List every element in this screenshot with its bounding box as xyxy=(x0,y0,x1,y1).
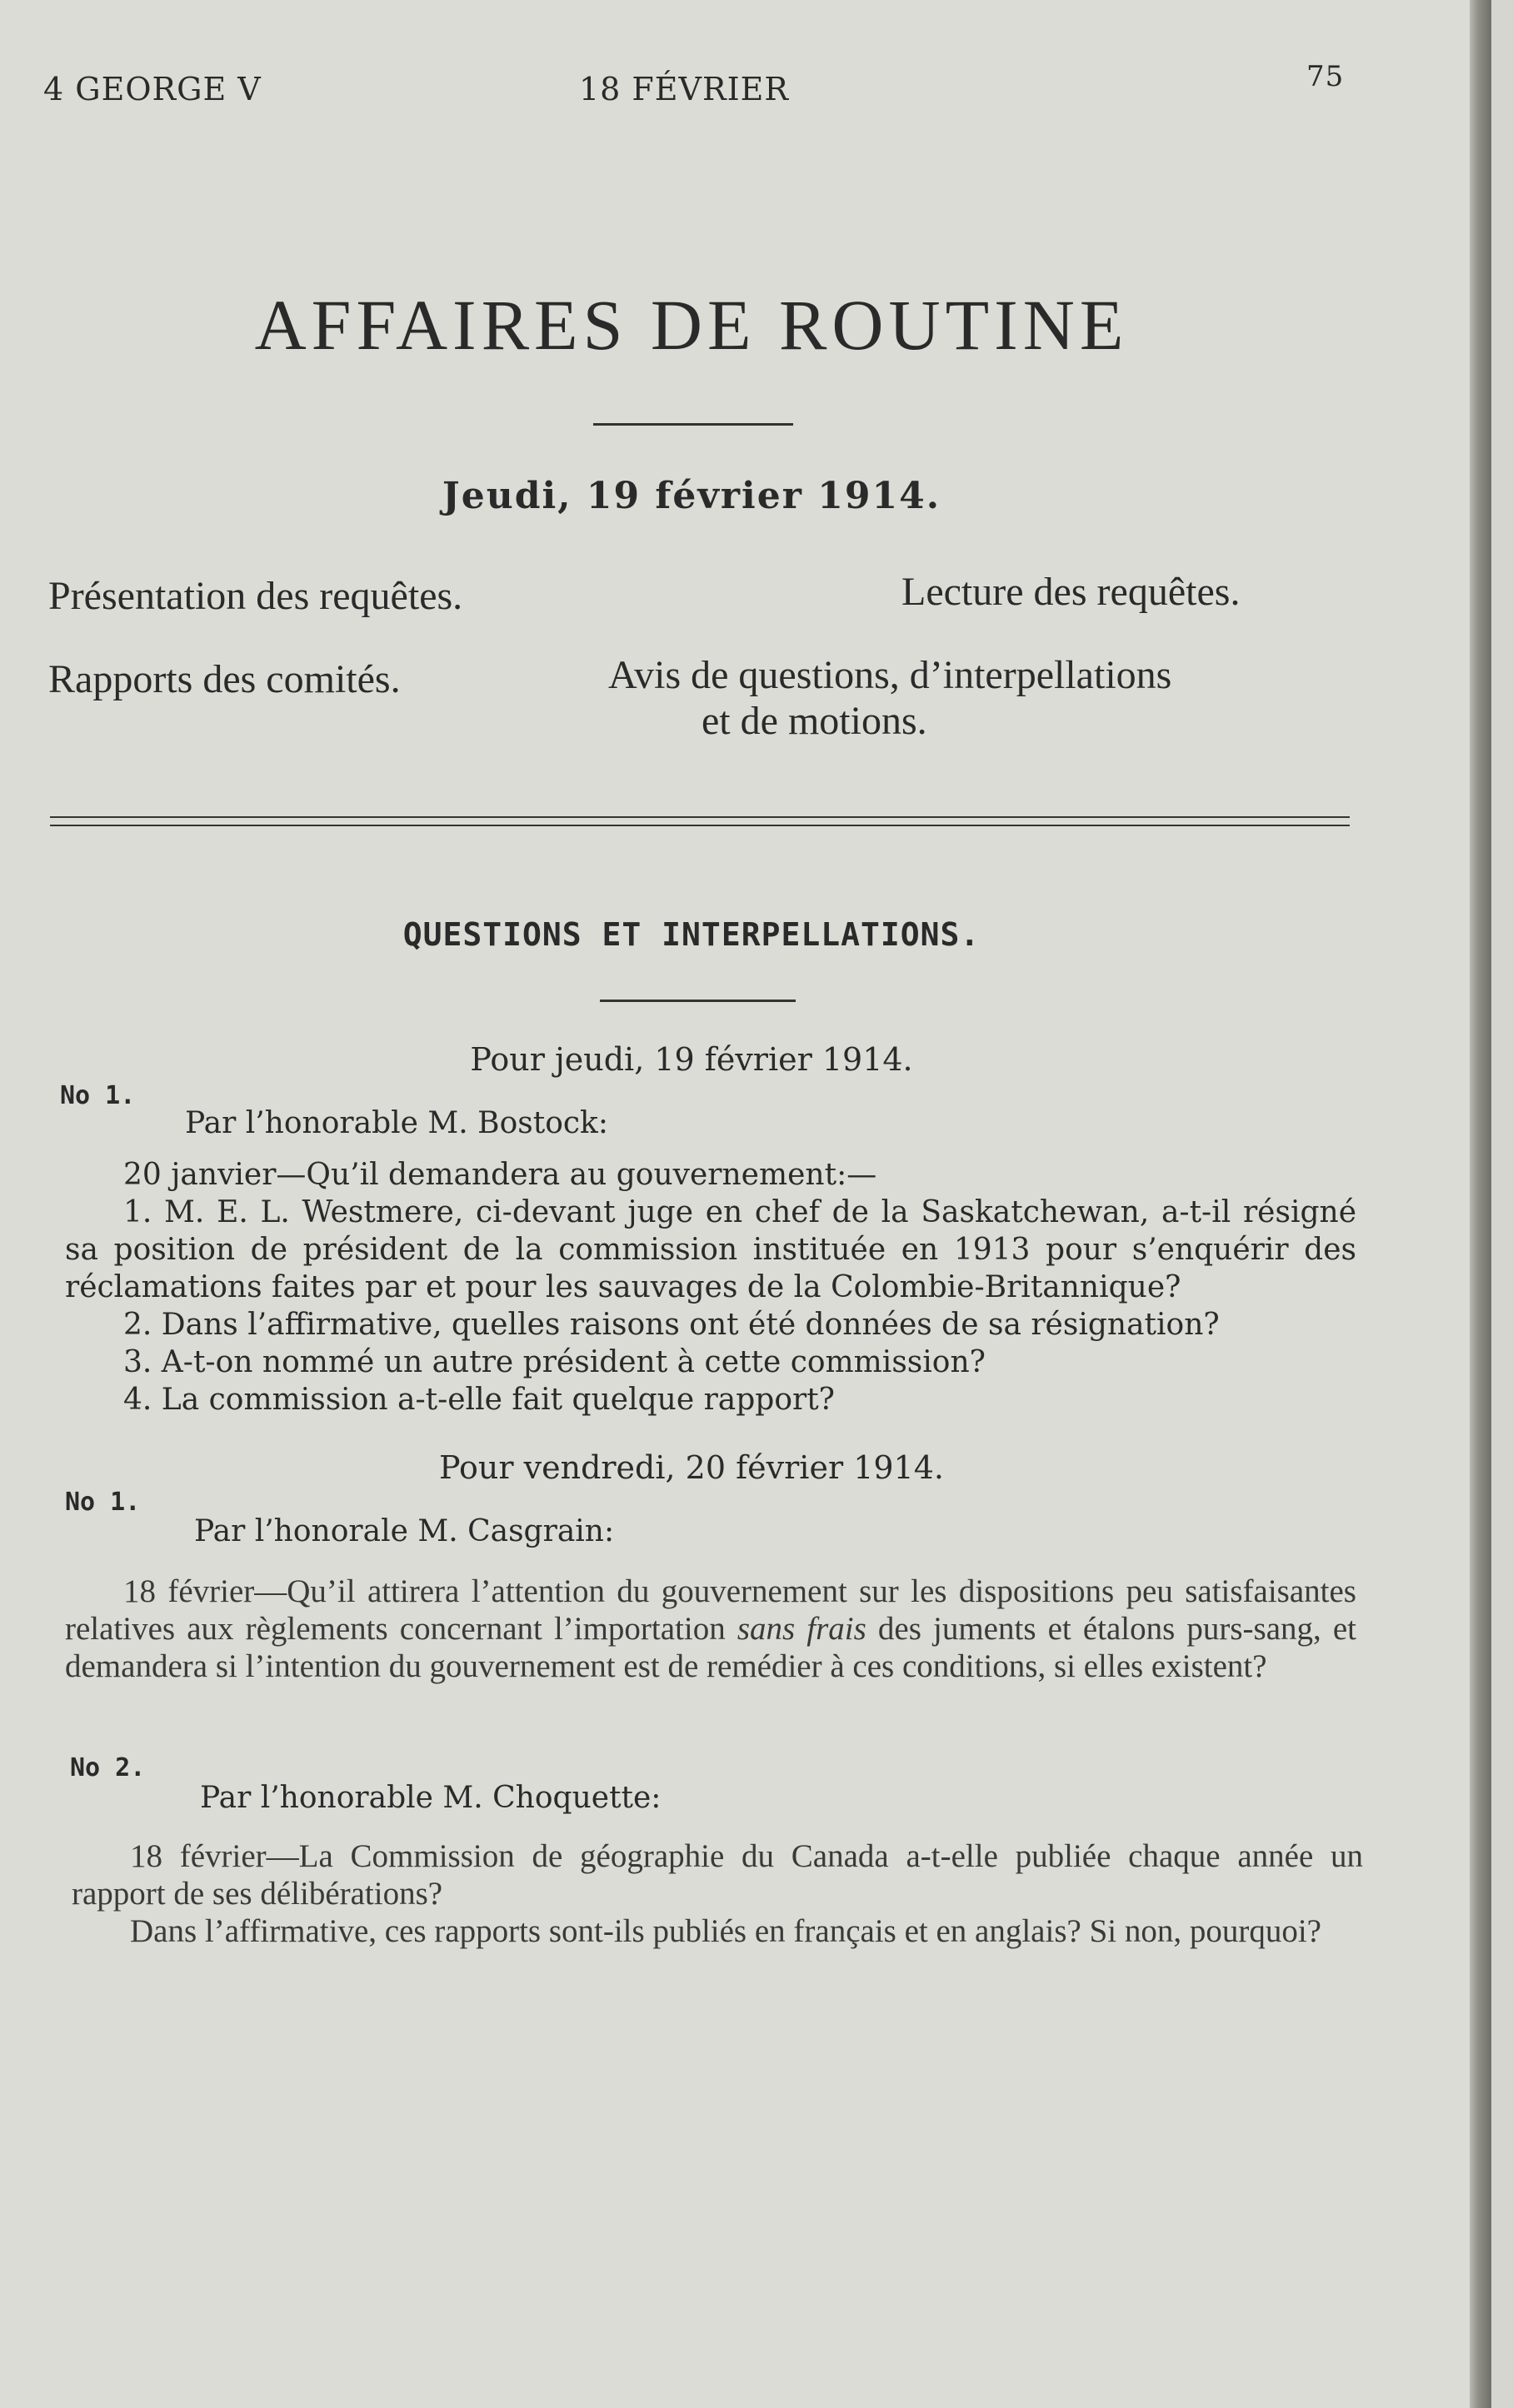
day1-member: Par l’honorable M. Bostock: xyxy=(185,1106,608,1140)
session-date: Jeudi, 19 février 1914. xyxy=(442,475,941,517)
page-title: AFFAIRES DE ROUTINE xyxy=(254,285,1129,365)
day2-heading: Pour vendredi, 20 février 1914. xyxy=(439,1449,944,1486)
day1-question-number: No 1. xyxy=(60,1081,136,1110)
day1-intro: 20 janvier—Qu’il demandera au gouvernement:— xyxy=(123,1158,877,1192)
day1-heading: Pour jeudi, 19 février 1914. xyxy=(470,1041,913,1078)
section-rule xyxy=(600,1000,796,1002)
day2-item2-para2: Dans l’affirmative, ces rapports sont-ils publiés en français et en anglais? Si non, pourquoi? xyxy=(130,1913,1321,1949)
day1-question-body xyxy=(65,1156,1356,1418)
page-edge xyxy=(1470,0,1491,2408)
day2-item2-para1: 18 février—La Commission de géographie du Canada a-t-elle publiée chaque année un rapport de ses délibérations? xyxy=(72,1838,1363,1912)
day1-question-3: 3. A-t-on nommé un autre président à cette commission? xyxy=(123,1345,986,1379)
routine-item-lecture: Lecture des requêtes. xyxy=(901,570,1241,614)
day2-item2-member: Par l’honorable M. Choquette: xyxy=(200,1781,662,1815)
title-rule xyxy=(593,423,793,426)
day2-item1-text-b: des juments et étalons purs-sang, et demandera si l’intention du gouvernement est de remédier à ces conditions, si elles existent? xyxy=(65,1611,1357,1684)
day2-item2-number: No 2. xyxy=(70,1753,146,1782)
running-header-left: 4 GEORGE V xyxy=(43,71,262,107)
double-rule-top xyxy=(50,816,1350,818)
page-number: 75 xyxy=(1306,60,1345,93)
day1-question-2: 2. Dans l’affirmative, quelles raisons ont été données de sa résignation? xyxy=(123,1308,1220,1342)
day2-item1-text-a: 18 février—Qu’il attirera l’attention du gouvernement sur les dispositions peu satisfaisantes relatives aux règlements concernant l’importation xyxy=(65,1573,1356,1647)
running-header-date: 18 FÉVRIER xyxy=(579,71,789,107)
routine-item-avis: Avis de questions, d’interpellations xyxy=(608,653,1172,697)
day2-item1-italic: sans frais xyxy=(737,1611,866,1647)
routine-item-rapports: Rapports des comités. xyxy=(48,657,401,701)
routine-item-avis-cont: et de motions. xyxy=(702,699,927,743)
double-rule-bottom xyxy=(50,825,1350,826)
day2-item1-member: Par l’honorale M. Casgrain: xyxy=(194,1514,615,1548)
day2-item1-body xyxy=(65,1573,1356,1685)
day2-item2-body xyxy=(72,1837,1363,1950)
day1-question-1: 1. M. E. L. Westmere, ci-devant juge en chef de la Saskatchewan, a-t-il résigné sa position de président de la commission instituée en 1913 pour s’enquérir des réclamations faites par et pour les sauvages de la Colombie-Britannique? xyxy=(65,1195,1356,1304)
section-title: QUESTIONS ET INTERPELLATIONS. xyxy=(402,916,981,953)
day1-question-4: 4. La commission a-t-elle fait quelque rapport? xyxy=(123,1383,835,1417)
day2-item1-number: No 1. xyxy=(65,1488,141,1517)
routine-item-presentation: Présentation des requêtes. xyxy=(48,574,463,618)
